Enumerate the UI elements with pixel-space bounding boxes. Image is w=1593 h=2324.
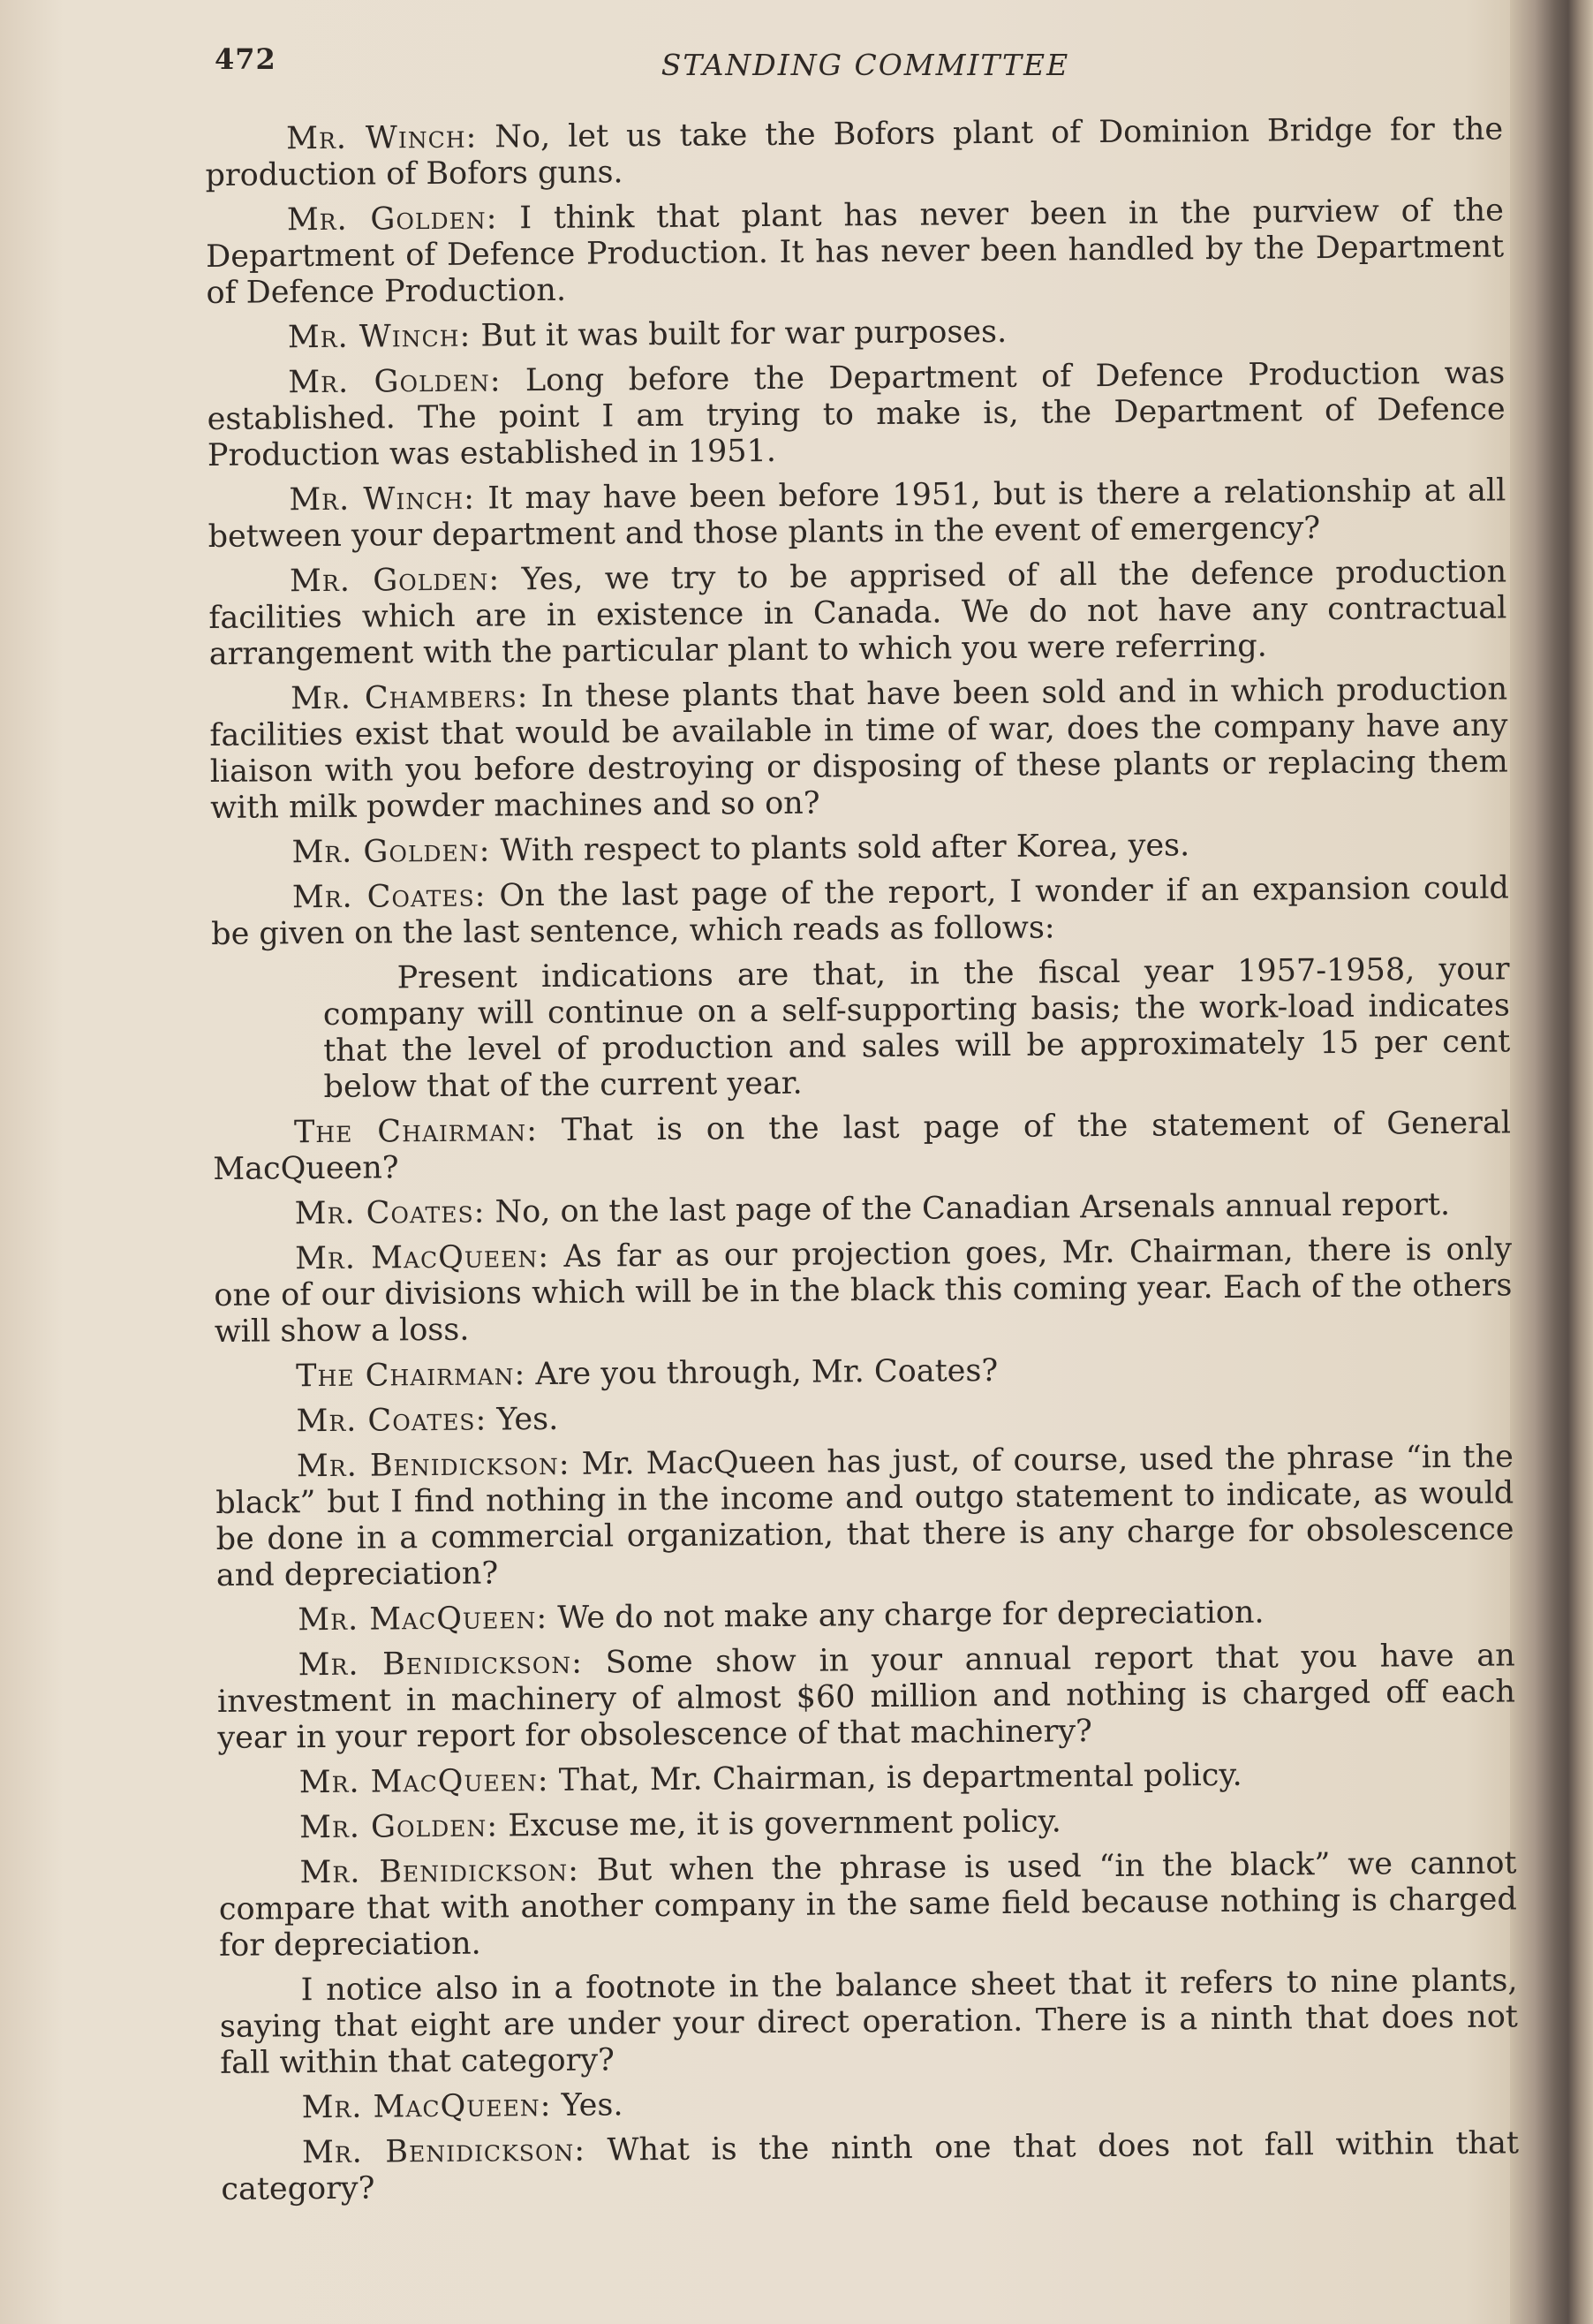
paragraph-text: Yes.	[551, 2087, 623, 2123]
speaker-name: Mr. Benidickson:	[296, 1446, 570, 1485]
paragraph-text: I notice also in a footnote in the balance sheet that it refers to nine plants, saying that eight are under your direct operation. There is a ninth that does not fall within that category?	[219, 1963, 1519, 2081]
paragraph-text: Yes.	[487, 1401, 559, 1438]
paragraph-text: Are you through, Mr. Coates?	[525, 1352, 999, 1393]
paragraph-text: I think that plant has never been in the purview of the Department of Defence Production. It has never been handled by the Department of Defence Production.	[206, 193, 1505, 311]
quote-text: Present indications are that, in the fiscal year 1957-1958, your company will continue on a self-supporting basis; the work-load indicates that the level of production and sales will be approximately 15 per cent below that of the current year.	[322, 951, 1511, 1105]
book-gutter	[1510, 0, 1593, 2324]
speaker-name: Mr. MacQueen:	[298, 1762, 549, 1801]
paragraph-text: Yes, we try to be apprised of all the defence production facilities which are in existence in Canada. We do not have any contractual arrangement with the particular plant to which you were referring.	[208, 554, 1507, 672]
paragraph-text: What is the ninth one that does not fall within that category?	[221, 2125, 1520, 2207]
paragraph	[215, 1349, 1513, 1396]
paragraph-text: It may have been before 1951, but is there a relationship at all between your department and those plants in the event of emergency?	[208, 473, 1506, 555]
speaker-name: Mr. Golden:	[289, 562, 501, 600]
speaker-name: Mr. Winch:	[287, 318, 472, 356]
paragraph-text: With respect to plants sold after Korea, yes.	[490, 828, 1190, 869]
speaker-name: Mr. Chambers:	[290, 679, 529, 717]
paragraph	[218, 1800, 1516, 1847]
speaker-name: Mr. Winch:	[289, 481, 476, 519]
paragraph	[209, 671, 1508, 827]
running-head: STANDING COMMITTEE	[661, 48, 1070, 82]
speaker-name: Mr. Coates:	[294, 1194, 486, 1232]
paragraph	[205, 111, 1504, 194]
paragraph	[207, 355, 1506, 474]
speaker-name: Mr. Golden:	[291, 833, 491, 871]
paragraph	[217, 1638, 1516, 1757]
speaker-name: Mr. Benidickson:	[298, 1645, 584, 1684]
speaker-name: The Chairman:	[293, 1113, 539, 1151]
speaker-name: Mr. Benidickson:	[299, 1852, 580, 1891]
paragraph-text: Some show in your annual report that you have an investment in machinery of almost $60 million and nothing is charged off each year in your report for obsolescence of that machinery?	[216, 1638, 1516, 1756]
paragraph	[216, 1593, 1514, 1639]
transcript-body	[205, 111, 1520, 2216]
page-number: 472	[215, 42, 276, 76]
paragraph	[215, 1394, 1513, 1441]
paragraph-text: On the last page of the report, I wonder if an expansion could be given on the last sentence, which reads as follows:	[211, 870, 1510, 952]
paragraph	[218, 1845, 1517, 1964]
paragraph	[210, 825, 1508, 872]
paragraph-text: Long before the Department of Defence Production was established. The point I am trying to make is, the Department of Defence Production was established in 1951.	[207, 355, 1506, 473]
speaker-name: Mr. Coates:	[296, 1402, 487, 1440]
paragraph-text: In these plants that have been sold and in which production facilities exist that would be available in time of war, does the company have any liaison with you before destroying or disposing of these plants or replacing them with milk powder machines and so on?	[209, 671, 1508, 826]
speaker-name: Mr. Golden:	[288, 363, 502, 401]
speaker-name: Mr. Benidickson:	[301, 2132, 586, 2171]
speaker-name: Mr. Golden:	[286, 201, 498, 238]
paragraph	[215, 1439, 1514, 1594]
paragraph-text: Excuse me, it is government policy.	[497, 1804, 1062, 1844]
paragraph	[211, 870, 1510, 953]
paragraph-text: No, on the last page of the Canadian Arsenals annual report.	[485, 1186, 1451, 1230]
paragraph	[221, 2125, 1520, 2208]
paragraph-text: That, Mr. Chairman, is departmental policy.	[548, 1757, 1242, 1798]
paragraph-text: As far as our projection goes, Mr. Chairman, there is only one of our divisions which will be in the black this coming year. Each of the others will show a loss.	[214, 1231, 1513, 1350]
paragraph	[208, 473, 1506, 556]
speaker-name: Mr. MacQueen:	[301, 2087, 552, 2126]
paragraph-text: But when the phrase is used “in the black” we cannot compare that with another company in the same field because nothing is charged for depreciation.	[218, 1845, 1518, 1964]
paragraph	[221, 2080, 1519, 2127]
block-quote	[211, 951, 1510, 1107]
paragraph	[213, 1105, 1512, 1188]
speaker-name: The Chairman:	[296, 1357, 526, 1395]
paragraph-text: No, let us take the Bofors plant of Dominion Bridge for the production of Bofors guns.	[205, 111, 1504, 193]
speaker-name: Mr. MacQueen:	[298, 1601, 548, 1639]
paragraph	[206, 193, 1505, 312]
paragraph	[214, 1186, 1512, 1233]
speaker-name: Mr. Winch:	[285, 119, 478, 157]
paragraph	[208, 554, 1507, 673]
paragraph	[214, 1231, 1513, 1351]
speaker-name: Mr. Golden:	[299, 1808, 499, 1846]
paragraph	[207, 310, 1505, 357]
paragraph	[218, 1755, 1516, 1802]
paragraph	[219, 1963, 1518, 2082]
paragraph-text: Mr. MacQueen has just, of course, used the phrase “in the black” but I find nothing in the income and outgo statement to indicate, as would be done in a commercial organization, that there is any charge for obsolescence and depreciation?	[215, 1439, 1514, 1593]
speaker-name: Mr. Coates:	[291, 878, 487, 916]
speaker-name: Mr. MacQueen:	[294, 1238, 550, 1277]
paragraph-text: We do not make any charge for depreciation.	[547, 1594, 1265, 1637]
paragraph-text: But it was built for war purposes.	[471, 314, 1008, 354]
paragraph-text: That is on the last page of the statement of General MacQueen?	[213, 1105, 1512, 1187]
